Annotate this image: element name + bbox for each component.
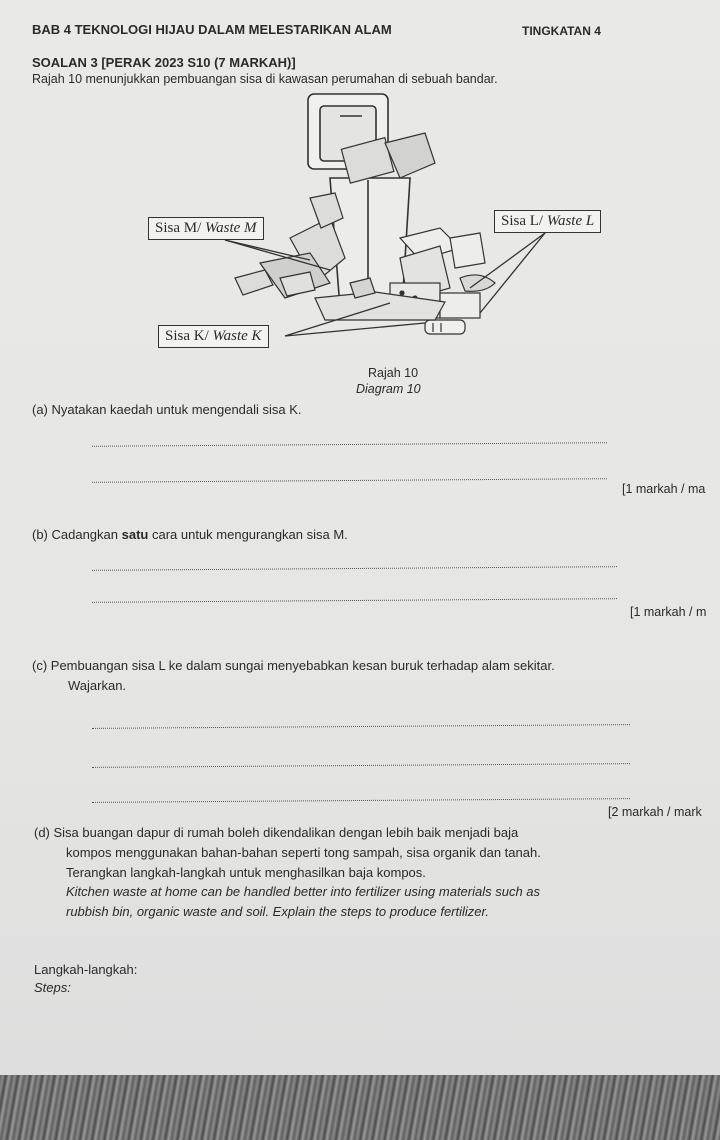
part-b-text-bold: satu	[121, 527, 149, 542]
part-b-text-post: cara untuk mengurangkan sisa M.	[148, 527, 348, 542]
steps-label-ms: Langkah-langkah:	[34, 962, 138, 977]
part-b-answer-line-1[interactable]	[92, 566, 617, 571]
part-c-answer-line-1[interactable]	[92, 724, 630, 729]
part-b-text-pre: (b) Cadangkan	[32, 527, 122, 542]
part-b-marks: [1 markah / m	[630, 605, 707, 619]
part-a-answer-line-1[interactable]	[92, 442, 607, 447]
part-a-question: (a) Nyatakan kaedah untuk mengendali sisa K.	[32, 402, 302, 417]
label-waste-m	[148, 217, 264, 240]
label-waste-l-ms: Sisa L/	[501, 213, 547, 229]
question-title: SOALAN 3 [PERAK 2023 S10 (7 MARKAH)]	[32, 55, 296, 70]
part-c-answer-line-2[interactable]	[92, 763, 630, 768]
label-waste-k	[158, 325, 269, 348]
part-d-line-2: kompos menggunakan bahan-bahan seperti tong sampah, sisa organik dan tanah.	[66, 845, 541, 860]
part-c-instruction: Wajarkan.	[68, 678, 127, 693]
label-waste-l	[494, 210, 601, 233]
part-d-line-3: Terangkan langkah-langkah untuk menghasilkan baja kompos.	[66, 865, 426, 880]
diagram-caption-en: Diagram 10	[356, 382, 421, 396]
form-level: TINGKATAN 4	[522, 24, 601, 38]
label-waste-k-en: Waste K	[212, 328, 262, 344]
question-intro: Rajah 10 menunjukkan pembuangan sisa di kawasan perumahan di sebuah bandar.	[32, 72, 498, 86]
label-waste-m-en: Waste M	[205, 220, 257, 236]
part-c-answer-line-3[interactable]	[92, 798, 630, 803]
label-waste-l-en: Waste L	[546, 213, 595, 229]
part-d-line-1: (d) Sisa buangan dapur di rumah boleh dikendalikan dengan lebih baik menjadi baja	[34, 825, 519, 840]
part-d-line-5: rubbish bin, organic waste and soil. Explain the steps to produce fertilizer.	[66, 904, 489, 919]
part-b-question	[32, 527, 348, 542]
part-c-question: (c) Pembuangan sisa L ke dalam sungai menyebabkan kesan buruk terhadap alam sekitar.	[32, 658, 555, 673]
label-waste-m-ms: Sisa M/	[155, 220, 206, 236]
part-d-line-4: Kitchen waste at home can be handled better into fertilizer using materials such as	[66, 884, 541, 899]
label-waste-k-ms: Sisa K/	[165, 328, 213, 344]
steps-label-en: Steps:	[34, 980, 71, 995]
background-surface	[0, 1075, 720, 1140]
chapter-title: BAB 4 TEKNOLOGI HIJAU DALAM MELESTARIKAN ALAM	[32, 22, 392, 37]
part-a-answer-line-2[interactable]	[92, 478, 607, 483]
part-c-marks: [2 markah / mark	[608, 805, 702, 819]
steps-answer-area[interactable]	[34, 1005, 634, 1065]
part-a-marks: [1 markah / ma	[622, 482, 706, 496]
part-b-answer-line-2[interactable]	[92, 598, 617, 603]
diagram-caption-ms: Rajah 10	[368, 366, 419, 380]
